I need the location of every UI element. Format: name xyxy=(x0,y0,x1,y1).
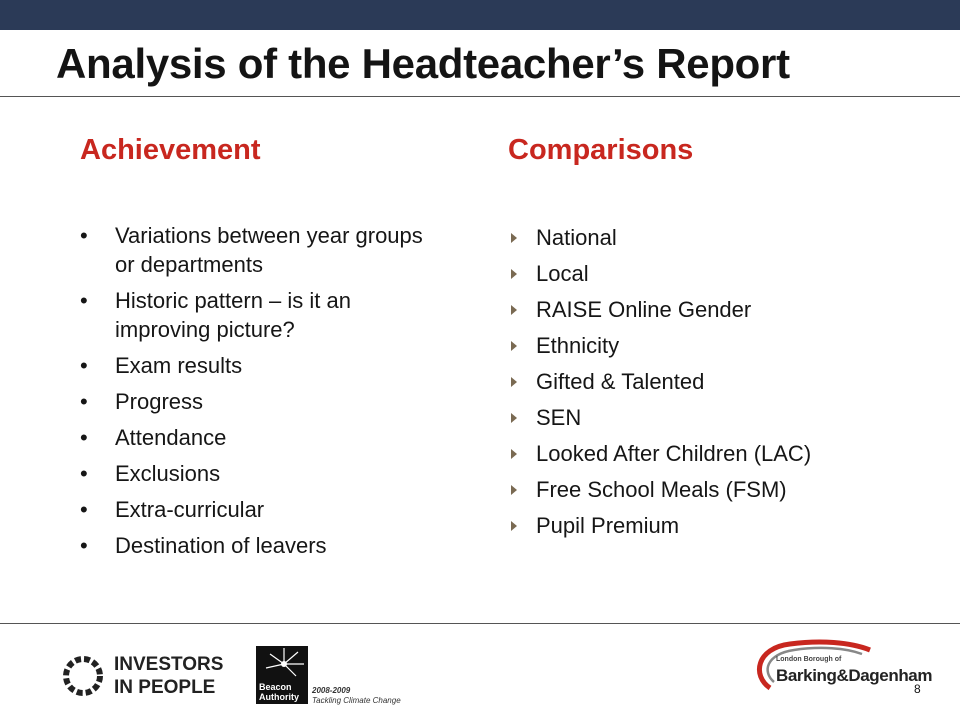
laurel-wreath-icon xyxy=(58,648,108,704)
list-item: Local xyxy=(508,259,908,288)
page-number: 8 xyxy=(914,682,921,696)
slide-title: Analysis of the Headteacher’s Report xyxy=(56,40,790,87)
list-item: • Extra-curricular xyxy=(80,495,440,524)
achievement-heading: Achievement xyxy=(80,134,261,166)
investors-in-people-logo xyxy=(58,648,238,706)
list-item: • Historic pattern – is it an improving picture? xyxy=(80,286,440,344)
title-divider xyxy=(0,96,960,97)
beacon-badge xyxy=(256,646,308,704)
barking-name: Barking&Dagenham xyxy=(776,666,933,685)
beacon-subtitle: Tackling Climate Change xyxy=(312,696,401,705)
list-item: Looked After Children (LAC) xyxy=(508,439,908,468)
barking-subtitle: London Borough of xyxy=(776,656,842,663)
list-item: Gifted & Talented xyxy=(508,367,908,396)
list-item: • Exam results xyxy=(80,351,440,380)
list-item: Free School Meals (FSM) xyxy=(508,475,908,504)
footer-divider xyxy=(0,623,960,624)
list-item: National xyxy=(508,223,908,252)
list-item: • Exclusions xyxy=(80,459,440,488)
list-item: SEN xyxy=(508,403,908,432)
barking-dagenham-logo xyxy=(750,636,933,702)
comparisons-heading: Comparisons xyxy=(508,134,694,166)
comparisons-list xyxy=(508,223,908,540)
achievement-list xyxy=(80,221,440,560)
list-item: • Attendance xyxy=(80,423,440,452)
beacon-line-1: Beacon xyxy=(259,682,292,692)
beacon-line-2: Authority xyxy=(259,692,299,702)
top-bar xyxy=(0,0,960,30)
investors-line-2: IN PEOPLE xyxy=(114,677,216,698)
list-item: • Progress xyxy=(80,387,440,416)
list-item: RAISE Online Gender xyxy=(508,295,908,324)
list-item: • Destination of leavers xyxy=(80,531,440,560)
list-item: Ethnicity xyxy=(508,331,908,360)
investors-line-1: INVESTORS xyxy=(114,654,224,675)
list-item: Pupil Premium xyxy=(508,511,908,540)
beacon-year: 2008-2009 xyxy=(312,686,351,695)
comparisons-column xyxy=(508,134,908,547)
achievement-column xyxy=(80,134,440,567)
beacon-star-icon xyxy=(256,646,308,682)
list-item: • Variations between year groups or departments xyxy=(80,221,440,279)
beacon-authority-logo xyxy=(256,646,401,706)
